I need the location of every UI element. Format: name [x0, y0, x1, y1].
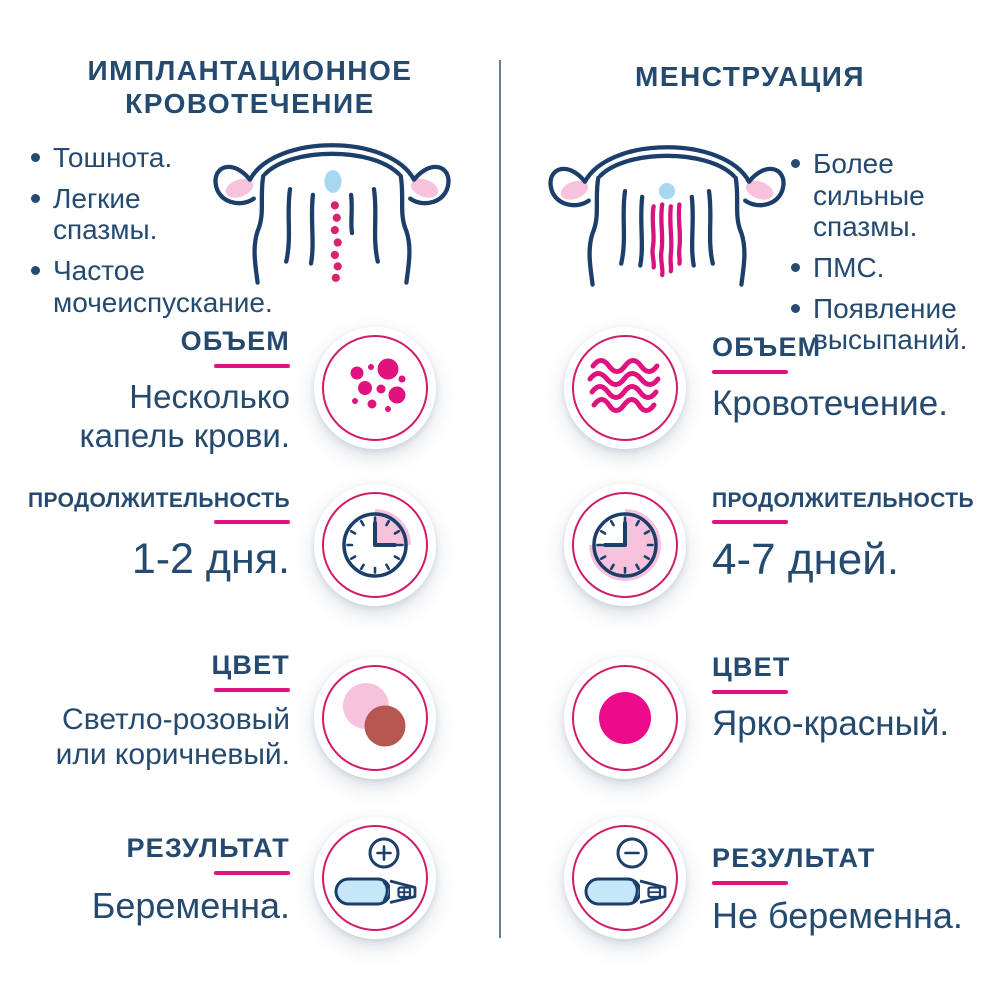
- right-row-duration: [712, 489, 992, 585]
- right-column-title: МЕНСТРУАЦИЯ: [635, 61, 865, 92]
- flow-waves-icon: [564, 327, 686, 449]
- row-value: Несколько капель крови.: [79, 378, 290, 454]
- left-row-color: [30, 650, 290, 772]
- clock-three-quarter-icon: [564, 484, 686, 606]
- row-value: 1-2 дня.: [131, 535, 290, 583]
- label-underline: [214, 364, 290, 368]
- row-value: Светло-розовый или коричневый.: [55, 703, 290, 772]
- right-row-color: [712, 652, 992, 745]
- row-value: Не беременна.: [712, 895, 963, 936]
- row-label: ЦВЕТ: [211, 650, 290, 680]
- row-label: ПРОДОЛЖИТЕЛЬНОСТЬ: [28, 489, 290, 512]
- row-value: Ярко-красный.: [712, 704, 950, 743]
- row-label: ПРОДОЛЖИТЕЛЬНОСТЬ: [712, 489, 974, 512]
- uterus-menstruation-flow-icon: [543, 120, 791, 288]
- row-label: ЦВЕТ: [712, 652, 791, 682]
- left-row-duration: [20, 489, 290, 584]
- color-pink-brown-icon: [314, 657, 436, 779]
- left-column-title: ИМПЛАНТАЦИОННОЕ КРОВОТЕЧЕНИЕ: [87, 55, 413, 120]
- symptom-item: Легкие спазмы.: [26, 183, 176, 246]
- row-value: Беременна.: [91, 885, 290, 926]
- label-underline: [712, 881, 788, 885]
- label-underline: [214, 688, 290, 692]
- label-underline: [214, 871, 290, 875]
- left-symptom-list: [26, 142, 273, 327]
- row-label: РЕЗУЛЬТАТ: [126, 833, 290, 863]
- label-underline: [712, 370, 788, 374]
- pregnancy-test-negative-icon: [564, 817, 686, 939]
- symptom-item: ПМС.: [786, 252, 928, 284]
- blood-drops-icon: [314, 327, 436, 449]
- row-label: РЕЗУЛЬТАТ: [712, 843, 876, 873]
- symptom-item: Появление высыпаний.: [786, 293, 928, 356]
- flow-lines-icon: [652, 204, 679, 275]
- row-label: ОБЪЕМ: [180, 326, 290, 356]
- label-underline: [712, 690, 788, 694]
- implant-drop-icon: [324, 170, 341, 193]
- row-value: Кровотечение.: [712, 384, 948, 423]
- row-label: ОБЪЕМ: [712, 332, 822, 362]
- right-row-result: [712, 843, 992, 937]
- flow-start-drop-icon: [659, 183, 675, 199]
- symptom-item: Частое мочеиспускание.: [26, 255, 176, 318]
- pregnancy-test-positive-icon: [314, 817, 436, 939]
- label-underline: [214, 520, 290, 524]
- row-value: 4-7 дней.: [712, 535, 900, 584]
- symptom-item: Тошнота.: [26, 142, 176, 174]
- symptom-item: Более сильные спазмы.: [786, 148, 928, 243]
- uterus-implantation-spotting-icon: [208, 118, 456, 286]
- left-row-result: [30, 833, 290, 927]
- right-row-volume: [712, 332, 992, 425]
- clock-quarter-icon: [314, 484, 436, 606]
- column-divider-line: [499, 60, 501, 938]
- color-bright-red-icon: [564, 657, 686, 779]
- label-underline: [712, 520, 788, 524]
- spotting-dots-icon: [331, 201, 342, 282]
- left-row-volume: [30, 326, 290, 455]
